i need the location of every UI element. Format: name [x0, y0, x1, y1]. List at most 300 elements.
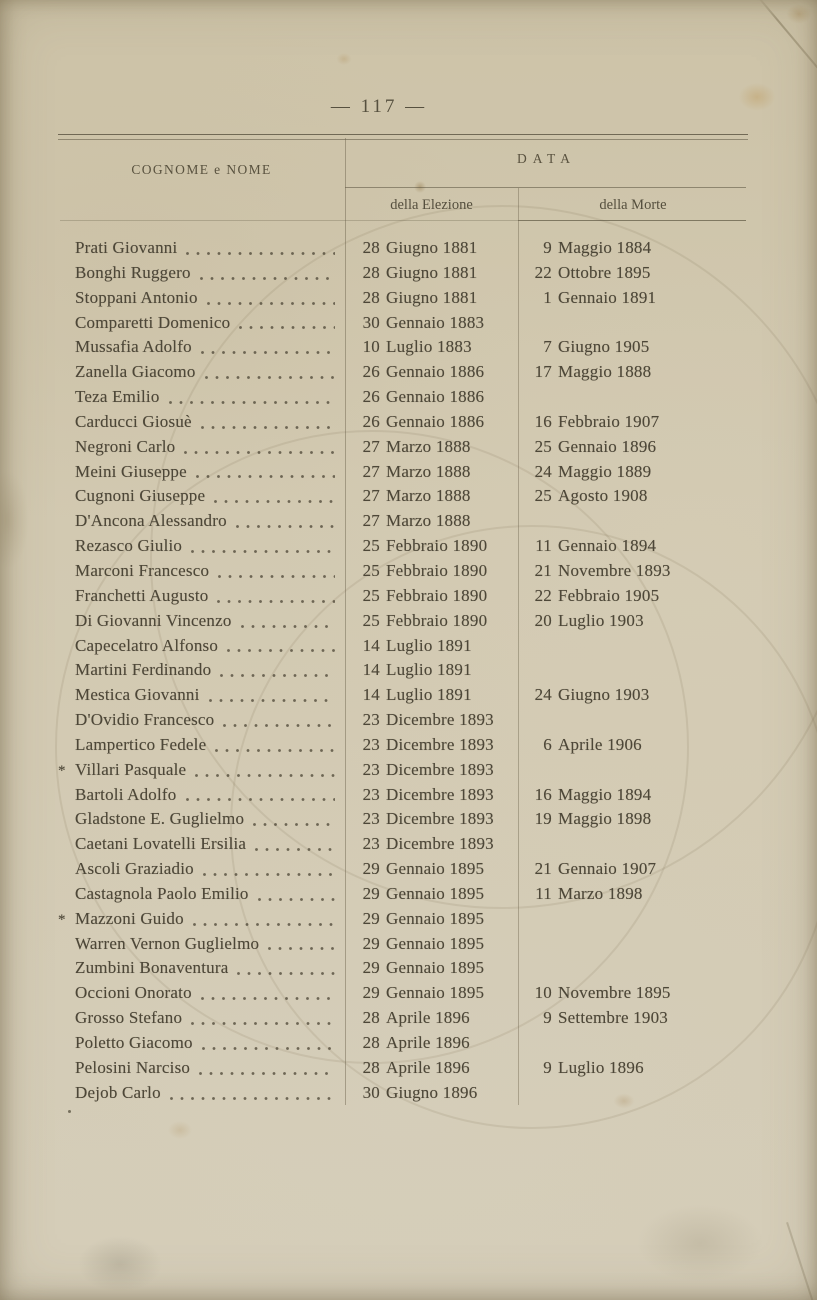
name-cell	[58, 783, 345, 808]
dot-leader	[253, 832, 337, 857]
election-date-cell	[345, 882, 518, 907]
dot-leader	[216, 559, 337, 584]
table-row	[58, 1031, 748, 1056]
election-date-cell	[345, 584, 518, 609]
name-cell	[58, 981, 345, 1006]
date-day: 11	[535, 536, 552, 556]
election-date-cell	[345, 534, 518, 559]
date-day: 23	[362, 710, 380, 730]
date-month-year: Maggio 1894	[558, 784, 652, 804]
member-name: Cugnoni Giuseppe	[75, 486, 206, 506]
name-cell	[58, 484, 345, 509]
death-date-cell	[518, 832, 748, 857]
date-day: 30	[362, 312, 380, 332]
election-date-cell	[345, 708, 518, 733]
death-date-cell	[518, 956, 748, 981]
death-date-cell	[518, 733, 748, 758]
dot-leader	[218, 658, 337, 683]
death-date-cell	[518, 335, 748, 360]
election-date-cell	[345, 509, 518, 534]
table-row	[58, 534, 748, 559]
member-name: Teza Emilio	[75, 387, 160, 407]
table-row	[58, 286, 748, 311]
date-month-year: Marzo 1898	[558, 883, 643, 903]
date-month-year: Aprile 1906	[558, 734, 642, 754]
date-day: 17	[534, 362, 552, 382]
election-date-cell	[345, 435, 518, 460]
date-day: 1	[543, 287, 552, 307]
election-date-cell	[345, 1031, 518, 1056]
page-crease	[787, 1222, 817, 1300]
dot-leader	[198, 261, 337, 286]
dot-leader	[205, 286, 337, 311]
election-date-cell	[345, 783, 518, 808]
death-date-cell	[518, 584, 748, 609]
death-date-cell	[518, 932, 748, 957]
death-date-cell	[518, 410, 748, 435]
member-name: Gladstone E. Guglielmo	[75, 809, 245, 829]
name-cell	[58, 584, 345, 609]
table-row	[58, 584, 748, 609]
date-day: 16	[534, 411, 552, 431]
date-day: 29	[362, 983, 380, 1003]
member-name: Stoppani Antonio	[75, 287, 198, 307]
death-date-cell	[518, 385, 748, 410]
date-day: 29	[362, 958, 380, 978]
dot-leader	[215, 584, 337, 609]
dot-leader	[201, 857, 337, 882]
date-month-year: Febbraio 1890	[386, 536, 488, 556]
member-name: Martini Ferdinando	[75, 660, 212, 680]
name-cell	[58, 311, 345, 336]
election-date-cell	[345, 236, 518, 261]
date-day: 23	[362, 784, 380, 804]
date-day: 6	[543, 734, 552, 754]
election-date-cell	[345, 956, 518, 981]
dot-leader	[191, 907, 337, 932]
table-row	[58, 509, 748, 534]
member-name: Mestica Giovanni	[75, 685, 200, 705]
subheader-death: della Morte	[599, 197, 667, 213]
name-cell	[58, 609, 345, 634]
date-day: 21	[534, 859, 552, 879]
table-row	[58, 758, 748, 783]
member-name: Villari Pasquale	[75, 759, 187, 779]
table-row	[58, 261, 748, 286]
name-cell	[58, 832, 345, 857]
date-day: 10	[534, 983, 552, 1003]
dot-leader	[213, 733, 337, 758]
member-name: Comparetti Domenico	[75, 312, 231, 332]
death-date-cell	[518, 783, 748, 808]
dot-leader	[182, 435, 337, 460]
table-row	[58, 609, 748, 634]
date-month-year: Gennaio 1883	[386, 312, 485, 332]
table-row	[58, 981, 748, 1006]
dot-leader	[167, 385, 337, 410]
date-month-year: Gennaio 1896	[558, 436, 657, 456]
date-month-year: Luglio 1903	[558, 610, 644, 630]
date-month-year: Agosto 1908	[558, 486, 648, 506]
date-day: 28	[362, 287, 380, 307]
header-rule	[345, 187, 746, 188]
name-cell	[58, 882, 345, 907]
member-name: D'Ovidio Francesco	[75, 710, 215, 730]
name-cell	[58, 956, 345, 981]
death-date-cell	[518, 360, 748, 385]
date-day: 16	[534, 784, 552, 804]
name-cell	[58, 683, 345, 708]
member-name: Warren Vernon Guglielmo	[75, 933, 260, 953]
election-date-cell	[345, 311, 518, 336]
election-date-cell	[345, 261, 518, 286]
death-date-cell	[518, 1006, 748, 1031]
table-row	[58, 335, 748, 360]
election-date-cell	[345, 634, 518, 659]
death-date-cell	[518, 882, 748, 907]
table-row	[58, 360, 748, 385]
date-month-year: Luglio 1891	[386, 685, 472, 705]
election-date-cell	[345, 559, 518, 584]
date-month-year: Luglio 1891	[386, 660, 472, 680]
date-day: 27	[362, 436, 380, 456]
name-cell	[58, 758, 345, 783]
date-day: 23	[362, 734, 380, 754]
date-day: 20	[534, 610, 552, 630]
dot-leader	[237, 311, 337, 336]
date-day: 28	[362, 262, 380, 282]
name-cell	[58, 261, 345, 286]
date-day: 25	[362, 610, 380, 630]
dot-leader	[221, 708, 337, 733]
death-date-cell	[518, 1056, 748, 1081]
member-name: Franchetti Augusto	[75, 585, 209, 605]
dot-leader	[234, 509, 337, 534]
dot-leader	[184, 783, 338, 808]
table-row	[58, 932, 748, 957]
member-name: Meini Giuseppe	[75, 461, 187, 481]
date-month-year: Giugno 1905	[558, 337, 650, 357]
date-month-year: Settembre 1903	[558, 1008, 668, 1028]
date-day: 29	[362, 883, 380, 903]
dot-leader	[203, 360, 337, 385]
date-month-year: Giugno 1881	[386, 262, 478, 282]
name-cell	[58, 1056, 345, 1081]
date-month-year: Dicembre 1893	[386, 784, 494, 804]
name-cell	[58, 658, 345, 683]
date-month-year: Dicembre 1893	[386, 710, 494, 730]
date-month-year: Giugno 1881	[386, 287, 478, 307]
table-row	[58, 956, 748, 981]
table-row	[58, 410, 748, 435]
date-day: 22	[534, 585, 552, 605]
death-date-cell	[518, 609, 748, 634]
death-date-cell	[518, 435, 748, 460]
table-row	[58, 460, 748, 485]
date-month-year: Giugno 1896	[386, 1082, 478, 1102]
name-cell	[58, 385, 345, 410]
date-day: 25	[362, 560, 380, 580]
date-day: 25	[362, 585, 380, 605]
date-day: 28	[362, 238, 380, 257]
date-month-year: Gennaio 1894	[558, 536, 657, 556]
date-month-year: Dicembre 1893	[386, 734, 494, 754]
table-row	[58, 683, 748, 708]
member-name: Castagnola Paolo Emilio	[75, 883, 249, 903]
name-cell	[58, 286, 345, 311]
election-date-cell	[345, 410, 518, 435]
death-date-cell	[518, 559, 748, 584]
member-name: Lampertico Fedele	[75, 734, 207, 754]
date-month-year: Marzo 1888	[386, 461, 471, 481]
death-date-cell	[518, 907, 748, 932]
date-month-year: Gennaio 1895	[386, 908, 485, 928]
name-cell	[58, 932, 345, 957]
date-month-year: Ottobre 1895	[558, 262, 651, 282]
death-date-cell	[518, 807, 748, 832]
date-month-year: Aprile 1896	[386, 1033, 470, 1052]
date-month-year: Febbraio 1890	[386, 560, 488, 580]
date-day: 27	[362, 511, 380, 531]
date-month-year: Febbraio 1907	[558, 411, 660, 431]
column-header-name: COGNOME e NOME	[131, 162, 272, 177]
dot-leader	[199, 335, 337, 360]
date-day: 25	[362, 536, 380, 556]
death-date-cell	[518, 509, 748, 534]
date-month-year: Marzo 1888	[386, 511, 471, 531]
dot-leader	[256, 882, 337, 907]
date-day: 26	[362, 387, 380, 407]
dot-leader	[189, 1006, 337, 1031]
member-name: Capecelatro Alfonso	[75, 635, 219, 655]
name-cell	[58, 807, 345, 832]
date-month-year: Gennaio 1895	[386, 883, 485, 903]
date-day: 28	[362, 1008, 380, 1028]
date-month-year: Febbraio 1905	[558, 585, 660, 605]
name-cell	[58, 335, 345, 360]
name-cell	[58, 634, 345, 659]
date-month-year: Novembre 1895	[558, 983, 671, 1003]
dot-leader	[193, 758, 337, 783]
name-cell	[58, 360, 345, 385]
table-row	[58, 907, 748, 932]
date-day: 14	[362, 660, 380, 680]
member-name: Rezasco Giulio	[75, 536, 183, 556]
member-name: Caetani Lovatelli Ersilia	[75, 834, 247, 854]
date-month-year: Maggio 1884	[558, 238, 652, 257]
election-date-cell	[345, 360, 518, 385]
members-table	[58, 134, 748, 1114]
death-date-cell	[518, 857, 748, 882]
name-cell	[58, 708, 345, 733]
date-day: 25	[534, 486, 552, 506]
election-date-cell	[345, 807, 518, 832]
date-month-year: Dicembre 1893	[386, 809, 494, 829]
date-day: 21	[534, 560, 552, 580]
election-date-cell	[345, 907, 518, 932]
page-number: — 117 —	[330, 96, 428, 117]
table-rows	[58, 236, 748, 1106]
member-name: Mazzoni Guido	[75, 908, 184, 928]
member-name: Carducci Giosuè	[75, 411, 192, 431]
date-month-year: Gennaio 1895	[386, 859, 485, 879]
name-cell	[58, 857, 345, 882]
member-name: Grosso Stefano	[75, 1008, 183, 1028]
date-day: 28	[362, 1057, 380, 1077]
name-cell	[58, 435, 345, 460]
date-day: 24	[534, 685, 552, 705]
dot-leader	[207, 683, 337, 708]
name-cell	[58, 236, 345, 261]
table-row	[58, 236, 748, 261]
death-date-cell	[518, 484, 748, 509]
dot-leader	[199, 410, 337, 435]
death-date-cell	[518, 286, 748, 311]
name-cell	[58, 534, 345, 559]
death-date-cell	[518, 311, 748, 336]
table-row	[58, 1006, 748, 1031]
dot-leader	[189, 534, 337, 559]
member-name: Bartoli Adolfo	[75, 784, 177, 804]
table-row	[58, 1056, 748, 1081]
table-row	[58, 832, 748, 857]
death-date-cell	[518, 708, 748, 733]
election-date-cell	[345, 683, 518, 708]
date-month-year: Maggio 1889	[558, 461, 652, 481]
table-row	[58, 634, 748, 659]
date-month-year: Marzo 1888	[386, 436, 471, 456]
name-cell	[58, 509, 345, 534]
date-day: 14	[362, 685, 380, 705]
date-day: 9	[543, 1057, 552, 1077]
date-day: 28	[362, 1033, 380, 1052]
date-day: 23	[362, 759, 380, 779]
election-date-cell	[345, 286, 518, 311]
table-row	[58, 435, 748, 460]
date-month-year: Giugno 1881	[386, 238, 478, 257]
death-date-cell	[518, 460, 748, 485]
name-cell	[58, 1081, 345, 1106]
table-row	[58, 658, 748, 683]
date-month-year: Gennaio 1907	[558, 859, 657, 879]
name-cell	[58, 1031, 345, 1056]
election-date-cell	[345, 1081, 518, 1106]
date-day: 11	[535, 883, 552, 903]
date-month-year: Gennaio 1895	[386, 983, 485, 1003]
page-crease	[755, 0, 817, 80]
member-name: Ascoli Graziadio	[75, 859, 194, 879]
table-row	[58, 882, 748, 907]
table-row	[58, 807, 748, 832]
election-date-cell	[345, 758, 518, 783]
footnote-asterisk: *	[58, 911, 66, 928]
dot-leader	[239, 609, 337, 634]
date-month-year: Luglio 1896	[558, 1057, 644, 1077]
date-month-year: Maggio 1898	[558, 809, 652, 829]
date-day: 27	[362, 461, 380, 481]
name-cell	[58, 907, 345, 932]
member-name: Prati Giovanni	[75, 238, 178, 257]
date-month-year: Febbraio 1890	[386, 610, 488, 630]
table-row	[58, 1081, 748, 1106]
election-date-cell	[345, 1056, 518, 1081]
date-day: 23	[362, 809, 380, 829]
dot-leader	[184, 236, 337, 261]
date-day: 29	[362, 908, 380, 928]
date-day: 25	[534, 436, 552, 456]
name-cell	[58, 460, 345, 485]
date-month-year: Gennaio 1886	[386, 411, 485, 431]
dot-leader	[225, 634, 337, 659]
table-row	[58, 559, 748, 584]
date-month-year: Marzo 1888	[386, 486, 471, 506]
table-top-rule	[58, 134, 748, 140]
death-date-cell	[518, 981, 748, 1006]
election-date-cell	[345, 484, 518, 509]
member-name: Occioni Onorato	[75, 983, 192, 1003]
election-date-cell	[345, 385, 518, 410]
date-month-year: Gennaio 1886	[386, 387, 485, 407]
date-day: 14	[362, 635, 380, 655]
dot-leader	[251, 807, 337, 832]
member-name: Mussafia Adolfo	[75, 337, 192, 357]
date-day: 27	[362, 486, 380, 506]
dot-leader	[235, 956, 337, 981]
footnote-asterisk: *	[58, 762, 66, 779]
date-day: 26	[362, 362, 380, 382]
death-date-cell	[518, 261, 748, 286]
election-date-cell	[345, 1006, 518, 1031]
dot-leader	[199, 981, 337, 1006]
date-day: 23	[362, 834, 380, 854]
table-row	[58, 385, 748, 410]
date-day: 29	[362, 859, 380, 879]
election-date-cell	[345, 460, 518, 485]
member-name: Poletto Giacomo	[75, 1033, 193, 1052]
date-month-year: Aprile 1896	[386, 1008, 470, 1028]
table-row	[58, 311, 748, 336]
member-name: Di Giovanni Vincenzo	[75, 610, 232, 630]
election-date-cell	[345, 932, 518, 957]
subheader-election: della Elezione	[390, 197, 473, 213]
member-name: Zumbini Bonaventura	[75, 958, 229, 978]
dot-leader	[168, 1081, 337, 1106]
date-month-year: Maggio 1888	[558, 362, 652, 382]
header-rule	[518, 220, 746, 221]
election-date-cell	[345, 658, 518, 683]
date-month-year: Febbraio 1890	[386, 585, 488, 605]
election-date-cell	[345, 832, 518, 857]
name-cell	[58, 410, 345, 435]
dot-leader	[200, 1031, 337, 1056]
table-row	[58, 484, 748, 509]
death-date-cell	[518, 1031, 748, 1056]
member-name: D'Ancona Alessandro	[75, 511, 227, 531]
date-month-year: Aprile 1896	[386, 1057, 470, 1077]
death-date-cell	[518, 658, 748, 683]
death-date-cell	[518, 683, 748, 708]
date-month-year: Giugno 1903	[558, 685, 650, 705]
date-month-year: Dicembre 1893	[386, 759, 494, 779]
member-name: Dejob Carlo	[75, 1082, 161, 1102]
name-cell	[58, 1006, 345, 1031]
member-name: Zanella Giacomo	[75, 362, 196, 382]
name-cell	[58, 733, 345, 758]
table-row	[58, 783, 748, 808]
date-day: 10	[362, 337, 380, 357]
table-row	[58, 708, 748, 733]
date-month-year: Gennaio 1891	[558, 287, 657, 307]
